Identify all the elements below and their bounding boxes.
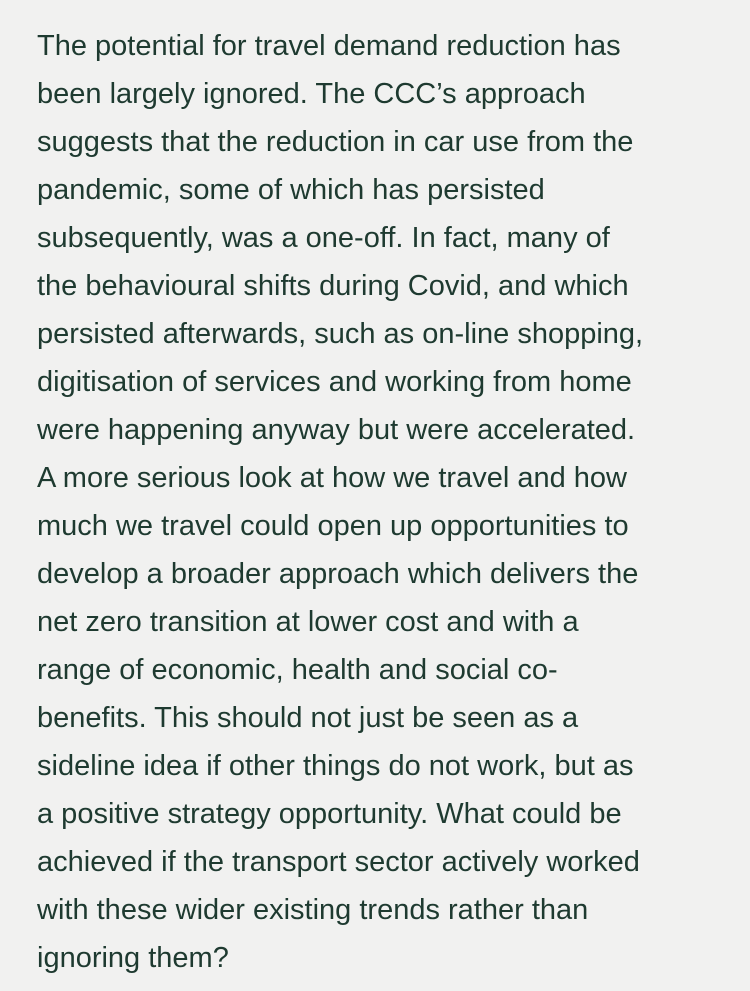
paragraph-line: develop a broader approach which delivers the <box>37 558 639 590</box>
paragraph-line: sideline idea if other things do not work, but as <box>37 750 634 782</box>
paragraph-line: suggests that the reduction in car use from the <box>37 126 634 158</box>
paragraph-line: with these wider existing trends rather than <box>37 894 589 926</box>
paragraph-line: persisted afterwards, such as on-line shopping, <box>37 318 644 350</box>
paragraph-line: digitisation of services and working from home <box>37 366 632 398</box>
paragraph-line: net zero transition at lower cost and with a <box>37 606 579 638</box>
paragraph-line: were happening anyway but were accelerated. <box>37 414 636 446</box>
paragraph-line: pandemic, some of which has persisted <box>37 174 545 206</box>
paragraph-line: the behavioural shifts during Covid, and which <box>37 270 629 302</box>
body-paragraph <box>37 22 730 982</box>
paragraph-line: much we travel could open up opportunities to <box>37 510 629 542</box>
paragraph-line: range of economic, health and social co- <box>37 654 558 686</box>
paragraph-line: ignoring them? <box>37 942 229 974</box>
paragraph-line: been largely ignored. The CCC’s approach <box>37 78 586 110</box>
paragraph-line: The potential for travel demand reduction has <box>37 30 621 62</box>
paragraph-line: A more serious look at how we travel and how <box>37 462 627 494</box>
paragraph-line: benefits. This should not just be seen as a <box>37 702 579 734</box>
paragraph-line: a positive strategy opportunity. What could be <box>37 798 622 830</box>
paragraph-line: achieved if the transport sector actively worked <box>37 846 640 878</box>
paragraph-line: subsequently, was a one-off. In fact, many of <box>37 222 610 254</box>
